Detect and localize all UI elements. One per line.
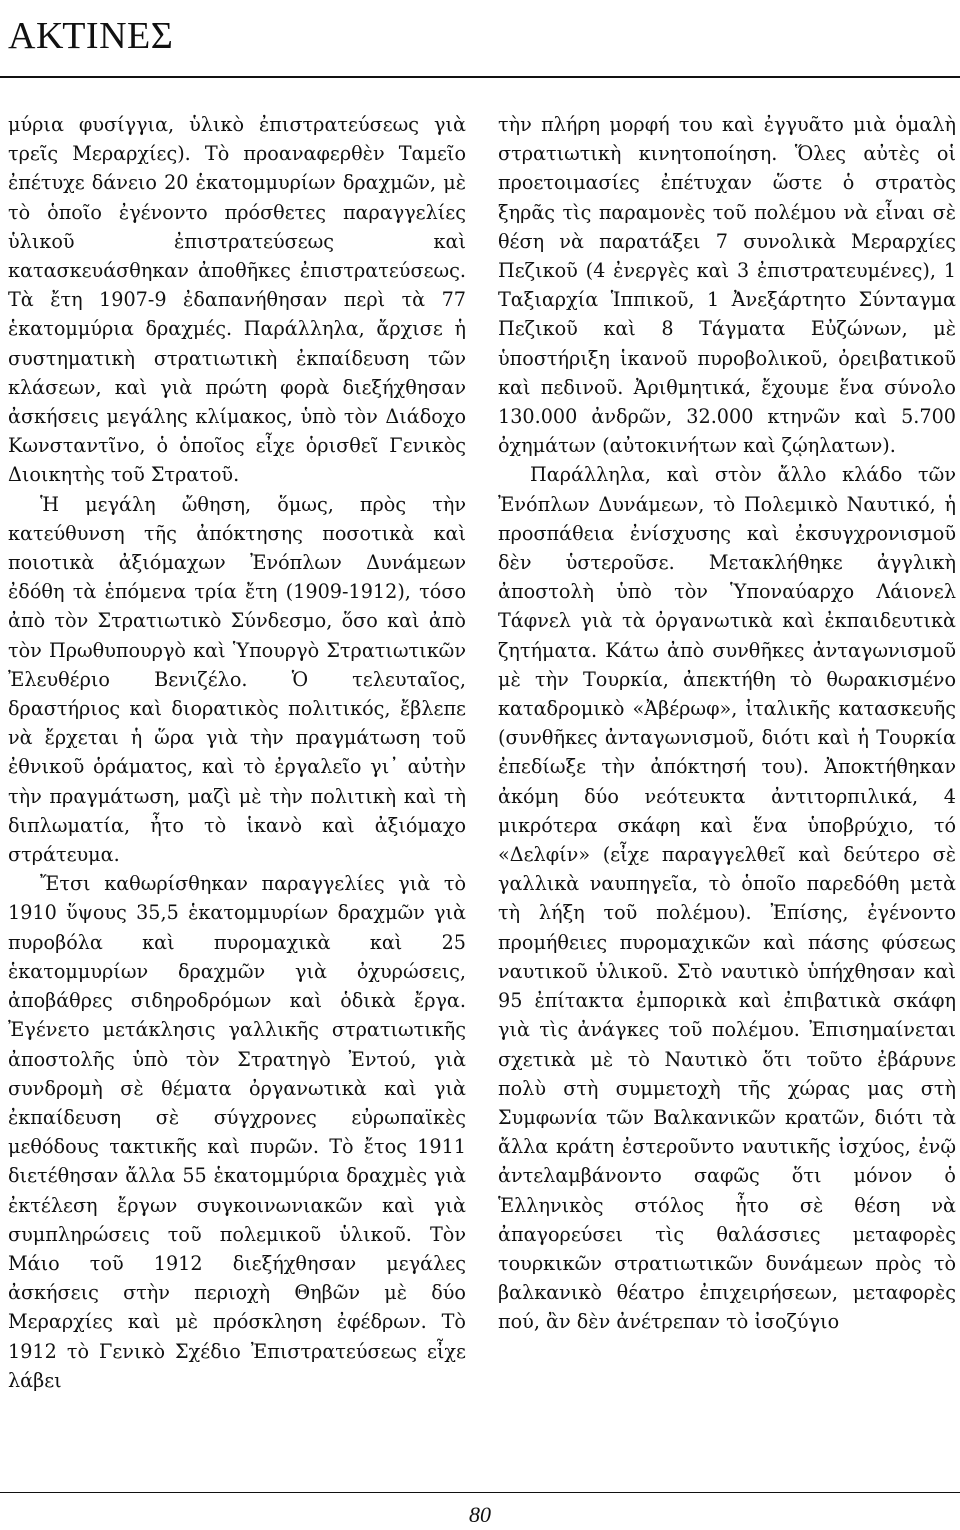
right-paragraph-2: Παράλληλα, καὶ στὸν ἄλλο κλάδο τῶν Ἐνόπλων Δυνάμεων, τὸ Πολεμικὸ Ναυτικό, ἡ προσπάθεια ἐνίσχυσης καὶ ἐκσυγχρονισμοῦ δὲν ὑστεροῦσε. Μετακλήθηκε ἀγγλικὴ ἀποστολὴ ὑπὸ τὸν Ὑποναύαρχο Λάιονελ Τάφνελ γιὰ τὰ ὀργανωτικὰ καὶ ἐκπαιδευτικὰ ζητήματα. Κάτω ἀπὸ συνθῆκες ἀνταγωνισμοῦ μὲ τὴν Τουρκία, ἀπεκτήθη τὸ θωρακισμένο καταδρομικὸ «Ἀβέρωφ», ἰταλικῆς κατασκευῆς (συνθῆκες ἀνταγωνισμοῦ, διότι καὶ ἡ Τουρκία ἐπεδίωξε τὴν ἀπόκτησή του). Ἀποκτήθηκαν ἀκόμη δύο νεότευκτα ἀντιτορπιλικά, 4 μικρότερα σκάφη καὶ ἕνα ὑποβρύχιο, τό «Δελφίν» (εἶχε παραγγελθεῖ καὶ δεύτερο σὲ γαλλικὰ ναυπηγεῖα, τὸ ὁποῖο παρεδόθη μετὰ τὴ λήξη τοῦ πολέμου). Ἐπίσης, ἐγένοντο προμήθειες πυρομαχικῶν καὶ πάσης φύσεως ναυτικοῦ ὑλικοῦ. Στὸ ναυτικὸ ὑπήχθησαν καὶ 95 ἐπίτακτα ἐμπορικὰ καὶ ἐπιβατικὰ σκάφη γιὰ τὶς ἀνάγκες τοῦ πολέμου. Ἐπισημαίνεται σχετικὰ μὲ τὸ Ναυτικὸ ὅτι τοῦτο ἐβάρυνε πολὺ στὴ συμμετοχὴ τῆς χώρας μας στὴ Συμφωνία τῶν Βαλκανικῶν κρατῶν, διότι τὰ ἄλλα κράτη ἐστεροῦντο ναυτικῆς ἰσχύος, ἐνῷ ἀντελαμβάνοντο σαφῶς ὅτι μόνον ὁ Ἑλληνικὸς στόλος ἦτο σὲ θέση νὰ ἀπαγορεύσει τὶς θαλάσσιες μεταφορὲς τουρκικῶν στρατιωτικῶν δυνάμεων πρὸς τὸ βαλκανικὸ θέατρο ἐπιχειρήσεων, μεταφορὲς πού, ἂν δὲν ἀνέτρεπαν τὸ ἰσοζύγιο: [498, 463, 956, 1334]
footer-divider: [0, 1492, 960, 1493]
header-divider: [0, 76, 960, 78]
left-paragraph-3: Ἔτσι καθωρίσθηκαν παραγγελίες γιὰ τὸ 1910 ὕψους 35,5 ἑκατομμυρίων δραχμῶν γιὰ πυροβόλα καὶ πυρομαχικὰ καὶ 25 ἑκατομμυρίων δραχμῶν γιὰ ὀχυρώσεις, ἀποβάθρες σιδηροδρόμων καὶ ὁδικὰ ἔργα. Ἐγένετο μετάκλησις γαλλικῆς στρατιωτικῆς ἀποστολῆς ὑπὸ τὸν Στρατηγὸ Ἐντού, γιὰ συνδρομὴ σὲ θέματα ὀργανωτικὰ καὶ γιὰ ἐκπαίδευση σὲ σύγχρονες εὐρωπαϊκὲς μεθόδους τακτικῆς καὶ πυρῶν. Τὸ ἔτος 1911 διετέθησαν ἄλλα 55 ἑκατομμύρια δραχμὲς γιὰ ἐκτέλεση ἔργων συγκοινωνιακῶν καὶ γιὰ συμπληρώσεις τοῦ πολεμικοῦ ὑλικοῦ. Τὸν Μάιο τοῦ 1912 διεξήχθησαν μεγάλες ἀσκήσεις στὴν περιοχὴ Θηβῶν μὲ δύο Μεραρχίες καὶ μὲ πρόσκληση ἐφέδρων. Τὸ 1912 τὸ Γενικὸ Σχέδιο Ἐπιστρατεύσεως εἶχε λάβει: [8, 872, 466, 1392]
page-number: 80: [469, 1502, 491, 1527]
left-text-column: [8, 110, 466, 1395]
page-header-title: ΑΚΤΙΝΕΣ: [8, 15, 174, 57]
left-paragraph-2: Ἡ μεγάλη ὤθηση, ὅμως, πρὸς τὴν κατεύθυνση τῆς ἀπόκτησης ποσοτικὰ καὶ ποιοτικὰ ἀξιόμαχων Ἐνόπλων Δυνάμεων ἐδόθη τὰ ἑπόμενα τρία ἔτη (1909-1912), τόσο ἀπὸ τὸν Στρατιωτικὸ Σύνδεσμο, ὅσο καὶ ἀπὸ τὸν Πρωθυπουργὸ καὶ Ὑπουργὸ Στρατιωτικῶν Ἐλευθέριο Βενιζέλο. Ὁ τελευταῖος, δραστήριος καὶ διορατικὸς πολιτικός, ἔβλεπε νὰ ἔρχεται ἡ ὥρα γιὰ τὴν πραγμάτωση τοῦ ἐθνικοῦ ὁράματος, καὶ τὸ ἐργαλεῖο γι᾽ αὐτὴν τὴν πραγμάτωση, μαζὶ μὲ τὴν πολιτικὴ καὶ τὴ διπλωματία, ἦτο τὸ ἱκανὸ καὶ ἀξιόμαχο στράτευμα.: [8, 492, 466, 867]
right-text-column: [498, 110, 956, 1337]
right-paragraph-1: τὴν πλήρη μορφή του καὶ ἐγγυᾶτο μιὰ ὁμαλὴ στρατιωτικὴ κινητοποίηση. Ὅλες αὐτὲς οἱ προετοιμασίες ἐπέτυχαν ὥστε ὁ στρατὸς ξηρᾶς τὶς παραμονὲς τοῦ πολέμου νὰ εἶναι σὲ θέση νὰ παρατάξει 7 συνολικὰ Μεραρχίες Πεζικοῦ (4 ἐνεργὲς καὶ 3 ἐπιστρατευμένες), 1 Ταξιαρχία Ἱππικοῦ, 1 Ἀνεξάρτητο Σύνταγμα Πεζικοῦ καὶ 8 Τάγματα Εὐζώνων, μὲ ὑποστήριξη ἱκανοῦ πυροβολικοῦ, ὀρειβατικοῦ καὶ πεδινοῦ. Ἀριθμητικά, ἔχουμε ἕνα σύνολο 130.000 ἀνδρῶν, 32.000 κτηνῶν καὶ 5.700 ὀχημάτων (αὐτοκινήτων καὶ ζῴηλατων).: [498, 113, 956, 458]
left-paragraph-1: μύρια φυσίγγια, ὑλικὸ ἐπιστρατεύσεως γιὰ τρεῖς Μεραρχίες). Τὸ προαναφερθὲν Ταμεῖο ἐπέτυχε δάνειο 20 ἑκατομμυρίων δραχμῶν, μὲ τὸ ὁποῖο ἐγένοντο πρόσθετες παραγγελίες ὑλικοῦ ἐπιστρατεύσεως καὶ κατασκευάσθηκαν ἀποθῆκες ἐπιστρατεύσεως. Τὰ ἔτη 1907-9 ἐδαπανήθησαν περὶ τὰ 77 ἑκατομμύρια δραχμές. Παράλληλα, ἄρχισε ἡ συστηματικὴ στρατιωτικὴ ἐκπαίδευση τῶν κλάσεων, καὶ γιὰ πρώτη φορὰ διεξήχθησαν ἀσκήσεις μεγάλης κλίμακος, ὑπὸ τὸν Διάδοχο Κωνσταντῖνο, ὁ ὁποῖος εἶχε ὁρισθεῖ Γενικὸς Διοικητὴς τοῦ Στρατοῦ.: [8, 113, 466, 487]
